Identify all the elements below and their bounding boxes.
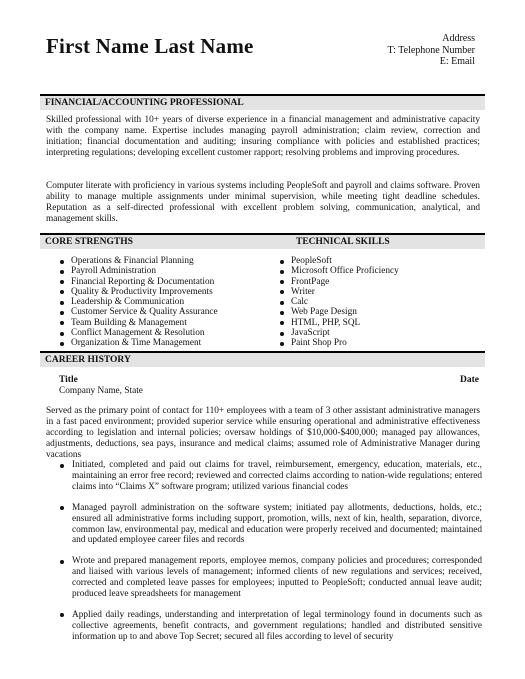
list-item: Managed payroll administration on the software system; initiated pay allotments, deductions, holds, etc.; ensured all administrative forms including support, promotion, wills, next of kin, health, separation, divorce, common law, environmental pay, medical and education were properly received and documented; maintained and updated employee career files and records: [58, 503, 482, 547]
list-item: Microsoft Office Proficiency: [278, 266, 399, 276]
list-item: Paint Shop Pro: [278, 338, 399, 348]
list-item: Calc: [278, 297, 399, 307]
career-section-header: [40, 351, 485, 367]
job-duties-list: [58, 460, 482, 653]
career-heading: CAREER HISTORY: [45, 355, 131, 365]
job-date: Date: [460, 375, 479, 385]
job-title: Title: [59, 375, 78, 385]
list-item: Quality & Productivity Improvements: [58, 287, 218, 297]
list-item: Payroll Administration: [58, 266, 218, 276]
technical-skills-heading: TECHNICAL SKILLS: [296, 237, 390, 247]
list-item: Leadership & Communication: [58, 297, 218, 307]
list-item: Operations & Financial Planning: [58, 256, 218, 266]
core-strengths-list: [58, 256, 218, 349]
core-strengths-heading: CORE STRENGTHS: [45, 237, 133, 247]
summary-paragraph-2: Computer literate with proficiency in various systems including PeopleSoft and payroll and claims software. Proven ability to manage multiple assignments under minimal supervision, while meeting tight deadline schedules. Reputation as a self-directed professional with excellent problem solving, communication, analytical, and management skills.: [46, 181, 480, 224]
list-item: JavaScript: [278, 328, 399, 338]
company-name: Company Name, State: [59, 386, 143, 396]
list-item: Team Building & Management: [58, 318, 218, 328]
summary-heading: FINANCIAL/ACCOUNTING PROFESSIONAL: [45, 98, 244, 108]
technical-skills-list: [278, 256, 399, 349]
list-item: FrontPage: [278, 277, 399, 287]
email-line: E: Email: [439, 56, 475, 67]
list-item: Financial Reporting & Documentation: [58, 277, 218, 287]
list-item: Customer Service & Quality Assurance: [58, 307, 218, 317]
list-item: Wrote and prepared management reports, employee memos, company policies and procedures; corresponded and liaised with various levels of management; informed clients of new regulations and services; received, corrected and completed leave passes for employees; inputted to PeopleSoft; conducted annual leave audit; produced leave spreadsheets for management: [58, 556, 482, 600]
list-item: Writer: [278, 287, 399, 297]
list-item: Applied daily readings, understanding and interpretation of legal terminology found in documents such as collective agreements, benefit contracts, and government regulations; handled and distributed sensitive information up to and above Top Secret; secured all files according to level of security: [58, 610, 482, 643]
list-item: Organization & Time Management: [58, 338, 218, 348]
telephone-line: T: Telephone Number: [387, 44, 475, 56]
skills-section-header: [40, 233, 485, 249]
summary-section-header: [40, 94, 485, 110]
list-item: Web Page Design: [278, 307, 399, 317]
contact-block: [388, 33, 475, 68]
list-item: Conflict Management & Resolution: [58, 328, 218, 338]
summary-paragraph-1: Skilled professional with 10+ years of diverse experience in a financial management and administrative capacity with the company name. Expertise includes managing payroll administration; claim review, correction and initiation; financial documentation and auditing; insuring compliance with policies and established practices; interpreting regulations; developing excellent customer rapport; resolving problems and improving procedures.: [46, 115, 480, 158]
list-item: PeopleSoft: [278, 256, 399, 266]
address-line: Address: [442, 33, 475, 44]
list-item: HTML, PHP, SQL: [278, 318, 399, 328]
applicant-name: First Name Last Name: [46, 34, 254, 58]
job-summary: Served as the primary point of contact for 110+ employees with a team of 3 other assistant administrative managers in a fast paced environment; provided superior service while ensuring operational and administrative effectiveness according to legislation and internal policies; oversaw holdings of $10,000-$400,000; managed pay allowances, adjustments, deductions, sea pays, insurance and medical claims; assumed role of Administrative Manager during vacations: [46, 406, 480, 460]
list-item: Initiated, completed and paid out claims for travel, reimbursement, emergency, education, materials, etc., maintaining an error free record; reviewed and corrected claims according to nation-wide regulations; entered claims into “Claims X” software program; utilized various financial codes: [58, 460, 482, 493]
